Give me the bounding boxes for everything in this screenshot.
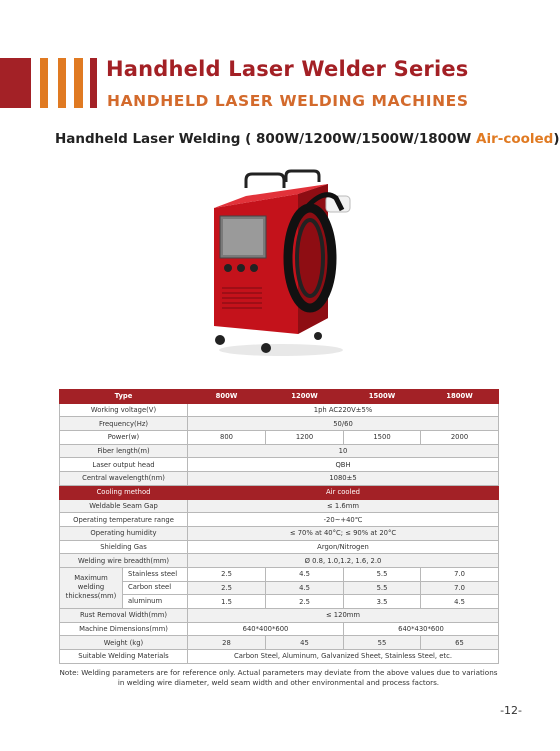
- row-label: Weight (kg): [60, 636, 188, 650]
- row-label: Suitable Welding Materials: [60, 650, 188, 664]
- cell-value: 1ph AC220V±5%: [188, 403, 499, 417]
- sub-row-label: aluminum: [128, 597, 163, 606]
- table-header-cell: 1200W: [266, 390, 344, 404]
- row-label: Operating temperature range: [60, 513, 188, 527]
- row-label: Machine Dimensions(mm): [60, 622, 188, 636]
- table-row: [60, 609, 499, 623]
- cell-value: 3.5: [344, 595, 421, 609]
- table-row: [60, 540, 499, 554]
- stripe: [0, 58, 31, 108]
- cell-value: ≤ 1.6mm: [188, 499, 499, 513]
- row-label: Cooling method: [60, 485, 188, 499]
- table-header-cell: 1500W: [344, 390, 421, 404]
- cell-value: -20~+40℃: [188, 513, 499, 527]
- product-heading: [55, 131, 560, 147]
- table-row: [60, 513, 499, 527]
- table-row: [60, 403, 499, 417]
- product-heading-main: Handheld Laser Welding ( 800W/1200W/1500W/1800W: [55, 131, 476, 147]
- table-row: [60, 417, 499, 431]
- stripe: [90, 58, 97, 108]
- cell-value: 2.5: [188, 567, 266, 581]
- table-row: [60, 636, 499, 650]
- disclaimer-note: Note: Welding parameters are for reference only. Actual parameters may deviate from the above values due to variations in welding wire diameter, weld seam width and other environmental and process factors.: [59, 668, 498, 687]
- page-subtitle: HANDHELD LASER WELDING MACHINES: [107, 92, 469, 110]
- table-row: [60, 444, 499, 458]
- sub-row-label: Stainless steel: [123, 568, 187, 582]
- cell-value: 5.5: [344, 581, 421, 595]
- cell-value: 640*430*600: [344, 622, 499, 636]
- row-label: Working voltage(V): [60, 403, 188, 417]
- table-row: [60, 431, 499, 445]
- row-label: Fiber length(m): [60, 444, 188, 458]
- specification-table: [59, 389, 499, 664]
- cell-value: ≤ 70% at 40°C; ≤ 90% at 20°C: [188, 526, 499, 540]
- table-row: [60, 499, 499, 513]
- table-row: [60, 526, 499, 540]
- cell-value: 50/60: [188, 417, 499, 431]
- product-heading-close: ): [553, 131, 560, 147]
- cell-value: 10: [188, 444, 499, 458]
- table-row: [60, 622, 499, 636]
- cell-value: 7.0: [421, 567, 499, 581]
- cell-value: 2.5: [188, 581, 266, 595]
- cell-value: 640*400*600: [188, 622, 344, 636]
- row-group-label: [60, 567, 188, 608]
- product-heading-accent: Air-cooled: [476, 131, 554, 147]
- stripe: [74, 58, 83, 108]
- row-label: Welding wire breadth(mm): [60, 554, 188, 568]
- cell-value: Air cooled: [188, 485, 499, 499]
- table-header-cell: Type: [60, 390, 188, 404]
- cell-value: 55: [344, 636, 421, 650]
- cell-value: 800: [188, 431, 266, 445]
- table-header-cell: 800W: [188, 390, 266, 404]
- decorative-stripes: [0, 58, 100, 108]
- table-header-row: [60, 390, 499, 404]
- row-label: Shielding Gas: [60, 540, 188, 554]
- cell-value: 1080±5: [188, 472, 499, 486]
- stripe: [40, 58, 48, 108]
- cell-value: 1.5: [188, 595, 266, 609]
- page-title: Handheld Laser Welder Series: [106, 57, 469, 81]
- row-label: Operating humidity: [60, 526, 188, 540]
- table-row: [60, 458, 499, 472]
- cell-value: 2.5: [266, 595, 344, 609]
- cell-value: 7.0: [421, 581, 499, 595]
- cell-value: Ø 0.8, 1.0,1.2, 1.6, 2.0: [188, 554, 499, 568]
- cell-value: 28: [188, 636, 266, 650]
- cell-value: Argon/Nitrogen: [188, 540, 499, 554]
- cell-value: 4.5: [266, 567, 344, 581]
- cell-value: 1200: [266, 431, 344, 445]
- cell-value: ≤ 120mm: [188, 609, 499, 623]
- table-row-highlight: [60, 485, 499, 499]
- table-row: [60, 554, 499, 568]
- laser-welder-machine-image: [206, 168, 356, 358]
- cell-value: 65: [421, 636, 499, 650]
- cell-value: 5.5: [344, 567, 421, 581]
- table-row: [60, 472, 499, 486]
- table-row: [60, 650, 499, 664]
- thickness-label: Maximum welding thickness(mm): [60, 568, 123, 608]
- cell-value: QBH: [188, 458, 499, 472]
- table-header-cell: 1800W: [421, 390, 499, 404]
- cell-value: Carbon Steel, Aluminum, Galvanized Sheet, Stainless Steel, etc.: [188, 650, 499, 664]
- cell-value: 4.5: [266, 581, 344, 595]
- cell-value: 1500: [344, 431, 421, 445]
- row-label: Laser output head: [60, 458, 188, 472]
- row-label: Frequency(Hz): [60, 417, 188, 431]
- cell-value: 45: [266, 636, 344, 650]
- cell-value: 4.5: [421, 595, 499, 609]
- row-label: Central wavelength(nm): [60, 472, 188, 486]
- stripe: [58, 58, 66, 108]
- row-label: Rust Removal Width(mm): [60, 609, 188, 623]
- row-label: Power(w): [60, 431, 188, 445]
- row-label: Weldable Seam Gap: [60, 499, 188, 513]
- table-row: [60, 567, 499, 581]
- cell-value: 2000: [421, 431, 499, 445]
- sub-row-label: Carbon steel: [123, 582, 187, 596]
- page-number: -12-: [500, 704, 522, 717]
